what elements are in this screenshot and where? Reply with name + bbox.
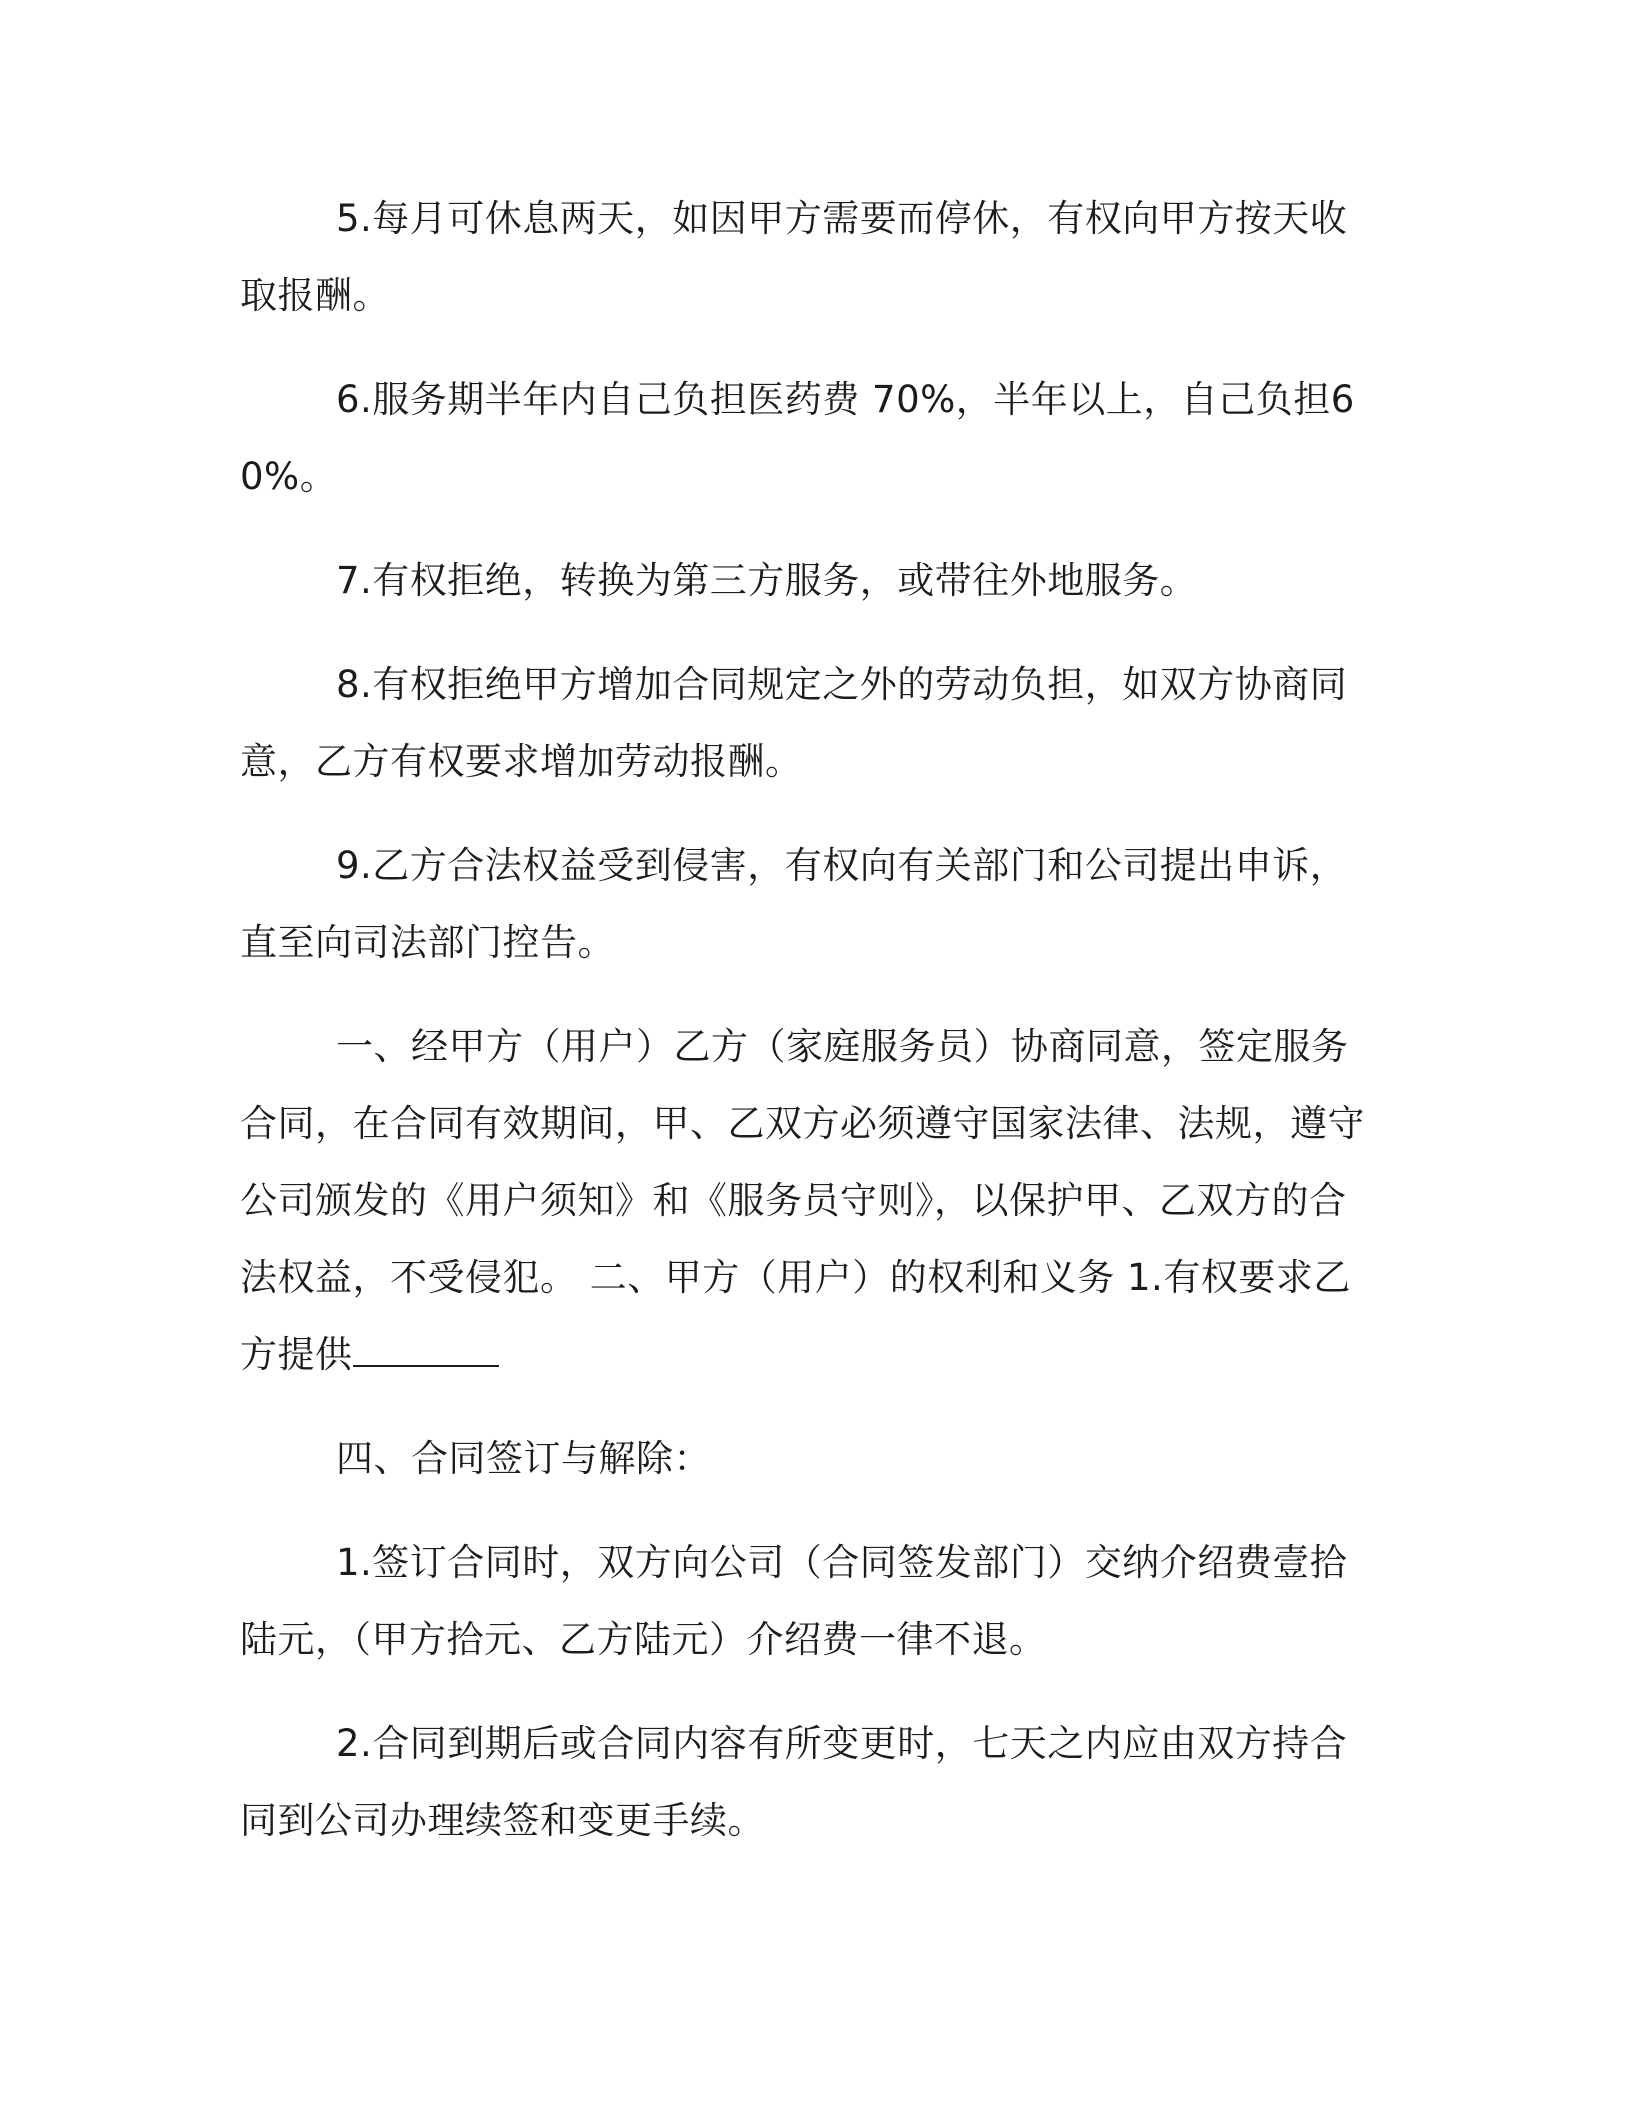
paragraph-agreement-terms xyxy=(240,1008,1380,1393)
fill-in-blank-line xyxy=(353,1335,499,1367)
paragraph-medical-fees: 6.服务期半年内自己负担医药费 70%，半年以上，自己负担60%。 xyxy=(240,378,1355,498)
paragraph-complaint-rights: 9.乙方合法权益受到侵害，有权向有关部门和公司提出申诉，直至向司法部门控告。 xyxy=(240,844,1348,964)
section-heading-signing: 四、合同签订与解除： xyxy=(336,1437,711,1480)
paragraph-agreement-text: 一、经甲方（用户）乙方（家庭服务员）协商同意，签定服务合同，在合同有效期间，甲、乙双方必须遵守国家法律、法规，遵守公司颁发的《用户须知》和《服务员守则》，以保护甲、乙双方的合法权益，不受侵犯。 二、甲方（用户）的权利和义务 1.有权要求乙方提供 xyxy=(240,1025,1365,1376)
paragraph-rest-days: 5.每月可休息两天，如因甲方需要而停休，有权向甲方按天收取报酬。 xyxy=(240,197,1348,317)
paragraph-refuse-transfer: 7.有权拒绝，转换为第三方服务，或带往外地服务。 xyxy=(336,559,1198,602)
document-body xyxy=(240,180,1380,1886)
paragraph-extra-labor: 8.有权拒绝甲方增加合同规定之外的劳动负担，如双方协商同意，乙方有权要求增加劳动报酬。 xyxy=(240,663,1348,783)
paragraph-renewal: 2.合同到期后或合同内容有所变更时，七天之内应由双方持合同到公司办理续签和变更手续。 xyxy=(240,1722,1348,1842)
paragraph-introduction-fee: 1.签订合同时，双方向公司（合同签发部门）交纳介绍费壹拾陆元，（甲方拾元、乙方陆元）介绍费一律不退。 xyxy=(240,1541,1348,1661)
